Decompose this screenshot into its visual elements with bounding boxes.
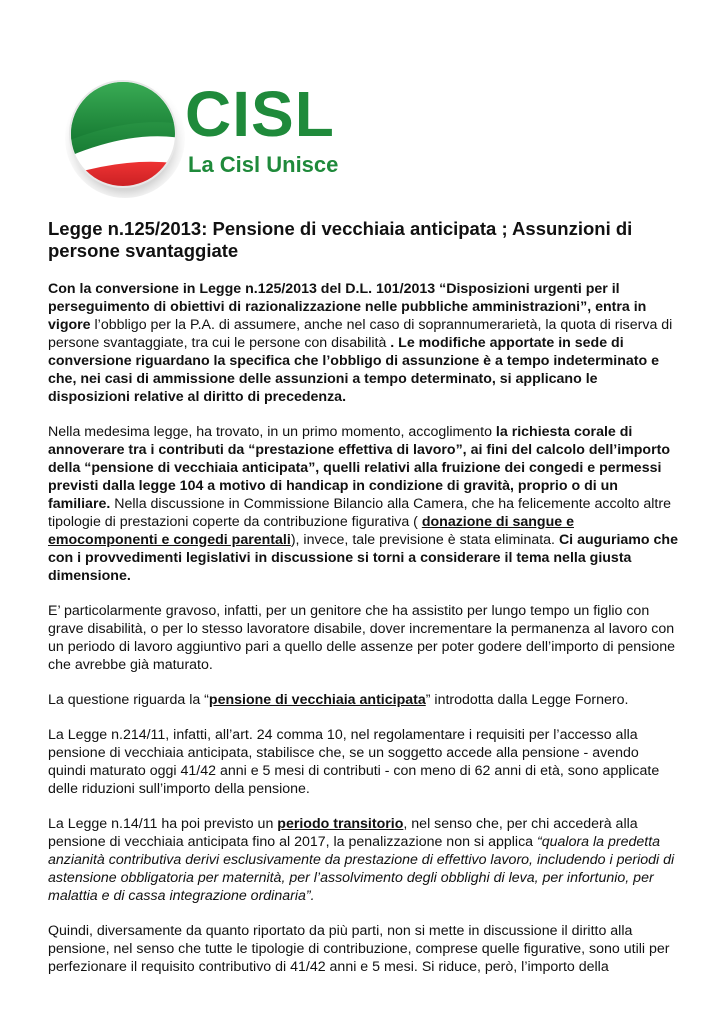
p2-text-1: Nella medesima legge, ha trovato, in un primo momento, accoglimento bbox=[48, 424, 496, 440]
logo-wordmark: CISL bbox=[185, 78, 335, 150]
p4-text-2: ” introdotta dalla Legge Fornero. bbox=[425, 692, 629, 708]
document-body bbox=[48, 280, 680, 993]
p1-bold-1: Con la conversione in Legge n.125/2013 del D.L. 101/2013 “Disposizioni urgenti per il perseguimento di obiettivi di razionalizzazione nelle pubbliche amministrazioni”, entra in vigore bbox=[48, 281, 647, 333]
p2-underlined-1: donazione di sangue e emocomponenti e congedi parentali bbox=[48, 514, 574, 548]
p2-text-2: Nella discussione in Commissione Bilancio alla Camera, che ha felicemente accolto altre tipologie di prestazioni coperte da contribuzione figurativa ( bbox=[48, 496, 671, 530]
p4-text-1: La questione riguarda la “ bbox=[48, 692, 209, 708]
cisl-logo-text bbox=[185, 78, 339, 178]
cisl-logo-emblem bbox=[60, 72, 190, 202]
p1-text-1: l’obbligo per la P.A. di assumere, anche nel caso di soprannumerarietà, la quota di riserva di persone svantaggiate, tra cui le persone con disabilità bbox=[48, 317, 673, 351]
p4-underlined-1: pensione di vecchiaia anticipata bbox=[208, 692, 426, 708]
p2-bold-2: Ci auguriamo che con i provvedimenti legislativi in discussione si torni a considerare il tema nella giusta dimensione. bbox=[48, 532, 678, 584]
paragraph-1 bbox=[48, 280, 680, 406]
paragraph-5: La Legge n.214/11, infatti, all’art. 24 comma 10, nel regolamentare i requisiti per l’accesso alla pensione di vecchiaia anticipata, stabilisce che, se un soggetto accede alla pensione - avendo quindi maturato oggi 41/42 anni e 5 mesi di contributi - con meno di 62 anni di età, sono applicate delle riduzioni sull’importo della pensione. bbox=[48, 727, 660, 797]
document-title: Legge n.125/2013: Pensione di vecchiaia anticipata ; Assunzioni di persone svantaggiate bbox=[48, 218, 633, 261]
paragraph-4 bbox=[48, 691, 680, 709]
paragraph-2 bbox=[48, 423, 680, 585]
p2-bold-1: la richiesta corale di annoverare tra i contributi da “prestazione effettiva di lavoro”, ai fini del calcolo dell’importo della “pensione di vecchiaia anticipata”, quelli relativi alla fruizione dei congedi e permessi previsti dalla legge 104 a motivo di handicap in condizione di gravità, proprio o di un familiare. bbox=[48, 424, 671, 512]
p1-bold-2: . Le modifiche apportate in sede di conversione riguardano la specifica che l’obbligo di assunzione è a tempo indeterminato e che, nei casi di ammissione delle assunzioni a tempo determinato, si applicano le disposizioni relative al diritto di precedenza. bbox=[48, 335, 659, 405]
p6-underlined-1: periodo transitorio bbox=[277, 816, 404, 832]
p6-text-1: La Legge n.14/11 ha poi previsto un bbox=[48, 816, 278, 832]
p6-text-2: , nel senso che, per chi accederà alla pensione di vecchiaia anticipata fino al 2017, la penalizzazione non si applica bbox=[48, 816, 638, 850]
paragraph-7: Quindi, diversamente da quanto riportato da più parti, non si mette in discussione il diritto alla pensione, nel senso che tutte le tipologie di contribuzione, comprese quelle figurative, sono utili per perfezionare il requisito contributivo di 41/42 anni e 5 mesi. Si riduce, però, l’importo della bbox=[48, 923, 670, 975]
p2-text-3: ), invece, tale previsione è stata eliminata. bbox=[290, 532, 559, 548]
logo-tagline: La Cisl Unisce bbox=[188, 152, 339, 177]
p6-italic-quote: “qualora la predetta anzianità contributiva derivi esclusivamente da prestazione di effettivo lavoro, includendo i periodi di astensione obbligatoria per maternità, per l’assolvimento degli obblighi di leva, per infortunio, per malattia e di cassa integrazione ordinaria”. bbox=[48, 834, 675, 904]
paragraph-3: E’ particolarmente gravoso, infatti, per un genitore che ha assistito per lungo tempo un figlio con grave disabilità, o per lo stesso lavoratore disabile, dover incrementare la permanenza al lavoro con un periodo di lavoro aggiuntivo pari a quello delle assenze per poter godere dell’importo di pensione che avrebbe già maturato. bbox=[48, 603, 676, 673]
paragraph-6 bbox=[48, 815, 680, 905]
